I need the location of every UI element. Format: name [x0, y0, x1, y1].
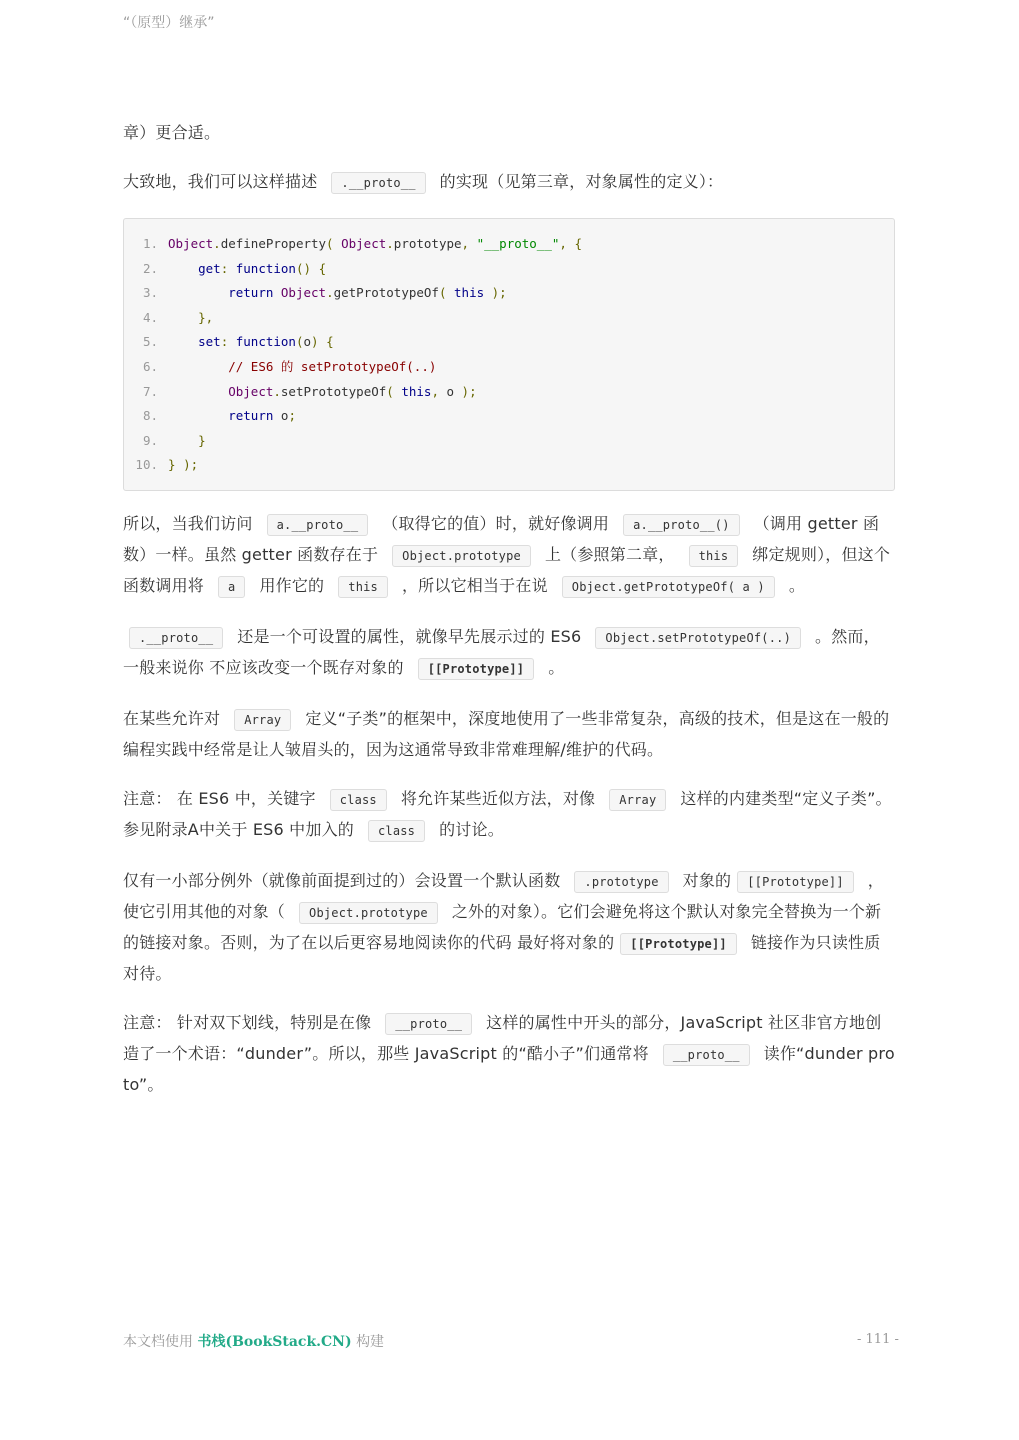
inline-code: Object.prototype	[392, 545, 531, 567]
inline-code: Object.getPrototypeOf( a )	[562, 576, 775, 598]
inline-code: Object.prototype	[299, 902, 438, 924]
paragraph: 仅有一小部分例外（就像前面提到过的）会设置一个默认函数 .prototype 对象的 [[Prototype]] ，使它引用其他的对象（ Object.prototype 之外的对象）。它们会避免将这个默认对象完全替换为一个新的链接对象。否则，为了在以后更容易地阅读你的代码 最好将对象的 [[Prototype]] 链接作为只读性质对待。	[123, 870, 884, 983]
inline-code: [[Prototype]]	[620, 933, 737, 955]
inline-code: class	[330, 789, 387, 811]
inline-code: Array	[234, 709, 291, 731]
code-block	[123, 218, 895, 491]
inline-code: [[Prototype]]	[418, 658, 535, 680]
paragraph: 所以，当我们访问 a.__proto__ （取得它的值）时，就好像调用 a.__proto__() （调用 getter 函数）一样。虽然 getter 函数存在于 Object.prototype 上（参照第二章， this 绑定规则），但这个函数调用将 a 用作它的 this ，所以它相当于在说 Object.getPrototypeOf( a ) 。	[123, 509, 895, 602]
paragraph: 章）更合适。	[123, 123, 221, 142]
code-line: 10. } );	[135, 457, 199, 473]
inline-code: Array	[609, 789, 666, 811]
paragraph: .__proto__ 还是一个可设置的属性，就像早先展示过的 ES6 Object.setPrototypeOf(..) 。然而，一般来说你 不应该改变一个既存对象的 [[Prototype]] 。	[123, 622, 895, 684]
inline-code: __proto__	[385, 1013, 472, 1035]
inline-code: a.__proto__()	[623, 514, 740, 536]
code-line: 2. get: function() {	[142, 260, 327, 276]
code-line: 6. // ES6 的 setPrototypeOf(..)	[142, 358, 437, 374]
code-line: 9. }	[142, 432, 206, 448]
code-line: 3. return Object.getPrototypeOf( this );	[142, 285, 507, 301]
note-paragraph: 注意： 在 ES6 中，关键字 class 将允许某些近似方法，对像 Array 这样的内建类型“定义子类”。参见附录A中关于 ES6 中加入的 class 的讨论。	[123, 784, 895, 846]
running-header: “（原型）继承”	[123, 15, 215, 31]
inline-code: a	[218, 576, 245, 598]
paragraph: 在某些允许对 Array 定义“子类”的框架中，深度地使用了一些非常复杂，高级的技术，但是这在一般的编程实践中经常是让人皱眉头的，因为这通常导致非常难理解/维护的代码。	[123, 708, 890, 759]
inline-code: a.__proto__	[267, 514, 369, 536]
code-line: 1. Object.defineProperty( Object.prototype, "__proto__", {	[142, 236, 582, 251]
code-line: 5. set: function(o) {	[142, 334, 334, 350]
inline-code: Object.setPrototypeOf(..)	[595, 627, 801, 649]
inline-code: __proto__	[663, 1044, 750, 1066]
code-line: 7. Object.setPrototypeOf( this, o );	[142, 383, 477, 399]
code-line: 4. },	[142, 309, 214, 325]
code-line: 8. return o;	[142, 408, 296, 424]
note-paragraph: 注意： 针对双下划线，特别是在像 __proto__ 这样的属性中开头的部分，JavaScript 社区非官方地创造了一个术语：“dunder”。所以，那些 JavaScript 的“酷小子”们通常将 __proto__ 读作“dunder proto”。	[123, 1012, 895, 1094]
inline-code: this	[338, 576, 388, 598]
page-number: - 111 -	[857, 1332, 899, 1347]
inline-code: .__proto__	[129, 627, 223, 649]
paragraph: 大致地，我们可以这样描述 .__proto__ 的实现（见第三章，对象属性的定义）：	[123, 167, 895, 198]
inline-code: class	[368, 820, 425, 842]
inline-code: [[Prototype]]	[737, 871, 854, 893]
inline-code: .__proto__	[331, 172, 425, 194]
footer-credit: 本文档使用 书栈(BookStack.CN) 构建	[123, 1334, 385, 1350]
bookstack-link[interactable]: 书栈(BookStack.CN)	[197, 1334, 352, 1350]
inline-code: this	[689, 545, 739, 567]
page-content	[123, 118, 895, 1119]
inline-code: .prototype	[574, 871, 668, 893]
